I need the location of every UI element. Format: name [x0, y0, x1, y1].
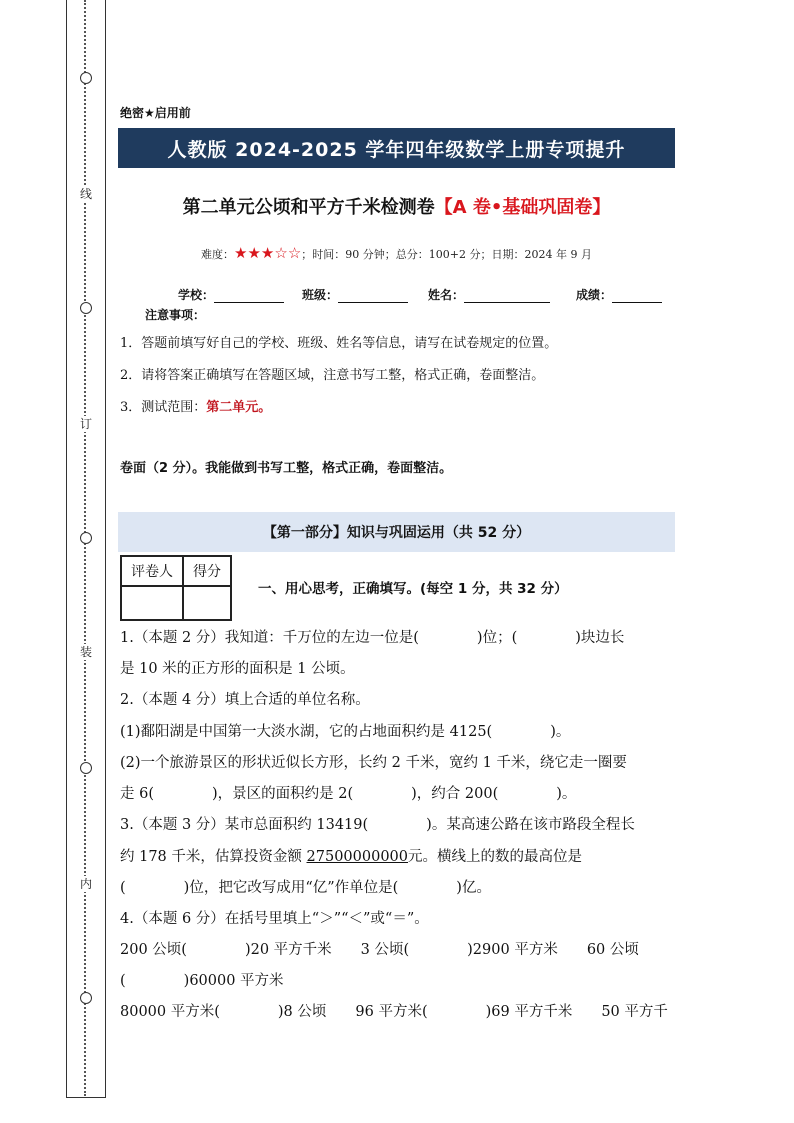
secret-label: 绝密★启用前 [120, 106, 191, 120]
binding-mark-zhuang: 装 [79, 645, 92, 659]
binding-hole [80, 532, 92, 544]
grading-table [120, 555, 232, 621]
exam-info-line [118, 244, 675, 262]
name-label: 姓名： [428, 288, 465, 302]
question-line: 200 公顷( )20 平方千米 3 公顷( )2900 平方米 60 公顷 [120, 942, 639, 958]
class-field[interactable] [302, 286, 408, 303]
binding-mark-nei: 内 [79, 877, 92, 891]
part-one-header [118, 512, 675, 552]
score-cell[interactable] [183, 586, 231, 620]
binding-hole [80, 72, 92, 84]
score-blank[interactable] [612, 289, 662, 303]
question-line: ( )60000 平方米 [120, 973, 284, 989]
school-label: 学校： [178, 288, 215, 302]
question-line: ( )位，把它改写成用“亿”作单位是( )亿。 [120, 880, 491, 896]
binding-hole [80, 762, 92, 774]
exam-meta: ；时间：90 分钟；总分：100+2 分；日期：2024 年 9 月 [301, 248, 592, 261]
student-info-fields [118, 286, 675, 304]
binding-dotted-line [84, 0, 90, 1096]
score-label: 成绩： [576, 288, 613, 302]
binding-hole [80, 302, 92, 314]
question-line: 是 10 米的正方形的面积是 1 公顷。 [120, 661, 355, 677]
question-line: 走 6( )，景区的面积约是 2( )，约合 200( )。 [120, 786, 577, 802]
test-scope: 第二单元。 [206, 400, 272, 415]
binding-mark-xian: 线 [79, 187, 92, 201]
score-header: 得分 [183, 556, 231, 586]
part-one-title: 【第一部分】知识与巩固运用（共 52 分） [262, 525, 531, 541]
main-title: 人教版 2024-2025 学年四年级数学上册专项提升 [167, 138, 626, 161]
school-blank[interactable] [214, 289, 284, 303]
note-item: 1．答题前填写好自己的学校、班级、姓名等信息，请写在试卷规定的位置。 [120, 336, 558, 351]
question-line: (1)鄱阳湖是中国第一大淡水湖，它的占地面积约是 4125( )。 [120, 724, 571, 740]
school-field[interactable] [178, 286, 284, 303]
grader-header: 评卷人 [121, 556, 183, 586]
question-line [120, 845, 582, 866]
question-text: 约 178 千米，估算投资金额 [120, 849, 307, 865]
difficulty-label: 难度： [201, 248, 235, 261]
main-title-bar [118, 128, 675, 168]
grader-cell[interactable] [121, 586, 183, 620]
subtitle-volume: 【A 卷•基础巩固卷】 [434, 197, 611, 218]
exam-subtitle [118, 193, 675, 219]
notes-heading: 注意事项： [145, 308, 206, 322]
question-line: 1.（本题 2 分）我知道：千万位的左边一位是( )位；( )块边长 [120, 630, 625, 646]
name-field[interactable] [428, 286, 550, 303]
binding-hole [80, 992, 92, 1004]
question-line: (2)一个旅游景区的形状近似长方形，长约 2 千米，宽约 1 千米，绕它走一圈要 [120, 755, 627, 771]
score-field[interactable] [576, 286, 662, 303]
question-line: 80000 平方米( )8 公顷 96 平方米( )69 平方千米 50 平方千 [120, 1004, 668, 1020]
note-item: 2．请将答案正确填写在答题区域，注意书写工整，格式正确，卷面整洁。 [120, 368, 545, 383]
filled-star-icon: ★★★ [234, 244, 275, 262]
note-item-label: 3．测试范围： [120, 400, 207, 415]
subtitle-main: 第二单元公顷和平方千米检测卷 [182, 197, 435, 218]
class-blank[interactable] [338, 289, 408, 303]
note-item [120, 396, 271, 415]
paper-neatness-note: 卷面（2 分）。我能做到书写工整，格式正确，卷面整洁。 [120, 461, 453, 476]
underlined-number: 27500000000 [306, 849, 408, 865]
empty-star-icon: ☆☆ [274, 244, 302, 262]
class-label: 班级： [302, 288, 339, 302]
name-blank[interactable] [464, 289, 550, 303]
binding-mark-ding: 订 [79, 417, 92, 431]
difficulty-stars [234, 244, 301, 262]
question-text: 元。横线上的数的最高位是 [408, 849, 582, 865]
section-one-title: 一、用心思考，正确填写。(每空 1 分，共 32 分） [258, 581, 568, 597]
question-line: 3.（本题 3 分）某市总面积约 13419( )。某高速公路在该市路段全程长 [120, 817, 635, 833]
question-line: 2.（本题 4 分）填上合适的单位名称。 [120, 692, 370, 708]
question-line: 4.（本题 6 分）在括号里填上“＞”“＜”或“＝”。 [120, 911, 429, 927]
